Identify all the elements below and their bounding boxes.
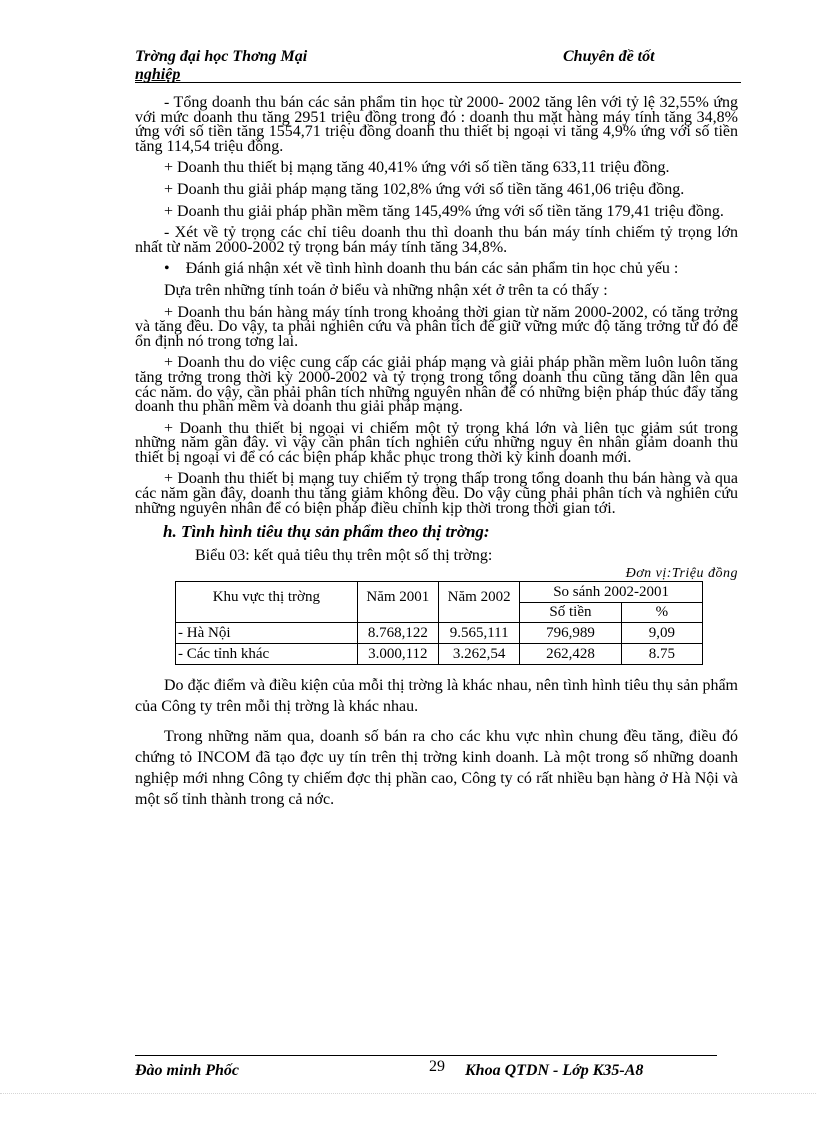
bullet-text: Đánh giá nhận xét về tình hình doanh thu bán các sản phẩm tin học chủ yếu : bbox=[185, 260, 679, 278]
header-compare: So sánh 2002-2001 bbox=[520, 582, 703, 603]
cell-2002: 3.262,54 bbox=[438, 644, 519, 665]
paragraph: + Doanh thu thiết bị mạng tăng 40,41% ứng với số tiền tăng 633,11 triệu đồng. bbox=[164, 159, 670, 177]
section-heading: h. Tình hình tiêu thụ sản phẩm theo thị trờng: bbox=[163, 522, 490, 542]
bullet-icon: • bbox=[164, 260, 170, 278]
paragraph: - Xét về tỷ trọng các chỉ tiêu doanh thu thì doanh thu bán máy tính chiếm tỷ trọng lớn nhất từ năm 2000-2002 tỷ trọng bán máy tính tăng 34,8%. bbox=[135, 224, 738, 256]
paragraph: + Doanh thu bán hàng máy tính trong khoảng thời gian từ năm 2000-2002, có tăng trởng và tăng đều. Do vậy, ta phải nghiên cứu và phân tích để giữ vững mức độ tăng trởng từ đó để ổn định nó trong tơng lai. bbox=[135, 303, 738, 350]
table-row bbox=[176, 644, 703, 665]
page-number: 29 bbox=[429, 1058, 445, 1075]
cell-2002: 9.565,111 bbox=[438, 623, 519, 644]
paragraph: Do đặc điểm và điều kiện của mỗi thị trờng là khác nhau, nên tình hình tiêu thụ sản phẩm của Công ty trên mỗi thị trờng là khác nhau. bbox=[135, 677, 738, 716]
bullet-paragraph bbox=[135, 262, 738, 277]
footer-class: Khoa QTDN - Lớp K35-A8 bbox=[465, 1062, 644, 1079]
unit-label: Đơn vị:Triệu đồng bbox=[625, 566, 738, 582]
header-left bbox=[135, 48, 405, 84]
page-header bbox=[135, 48, 741, 83]
cell-amount: 796,989 bbox=[520, 623, 621, 644]
paragraph: + Doanh thu giải pháp mạng tăng 102,8% ứng với số tiền tăng 461,06 triệu đồng. bbox=[164, 180, 685, 198]
header-right: Chuyên đề tốt bbox=[563, 48, 655, 65]
header-amount: Số tiền bbox=[520, 602, 621, 623]
header-2001: Năm 2001 bbox=[357, 582, 438, 623]
paragraph: + Doanh thu thiết bị ngoại vi chiếm một tỷ trọng khá lớn và liên tục giảm sút trong những năm gần đây. vì vậy cần phân tích nghiên cứu những nguy ên nhân giảm doanh thu thiết bị ngoại vi để có các biện pháp khắc phục trong thời kỳ kinh doanh mới. bbox=[135, 419, 738, 466]
header-percent: % bbox=[621, 602, 702, 623]
header-2002: Năm 2002 bbox=[438, 582, 519, 623]
header-school-cont: nghiệp bbox=[135, 66, 181, 83]
header-school: Trờng đại học Thơng Mại bbox=[135, 48, 308, 65]
cell-amount: 262,428 bbox=[520, 644, 621, 665]
paragraph: Dựa trên những tính toán ở biểu và những nhận xét ở trên ta có thấy : bbox=[164, 281, 608, 299]
page-body bbox=[135, 96, 738, 819]
paragraph: + Doanh thu thiết bị mạng tuy chiếm tỷ trọng thấp trong tổng doanh thu bán hàng và qua các năm gần đây, doanh thu tăng giảm không đều. Do vậy cũng phải phân tích và nghiên cứu những nguyên nhân để có biện pháp điều chỉnh kịp thời trong thời gian tới. bbox=[135, 470, 738, 517]
bottom-paragraphs bbox=[135, 675, 738, 810]
cell-region: - Các tỉnh khác bbox=[176, 644, 358, 665]
table-caption: Biểu 03: kết quả tiêu thụ trên một số thị trờng: bbox=[195, 547, 493, 565]
cell-2001: 8.768,122 bbox=[357, 623, 438, 644]
page-edge-divider bbox=[0, 1093, 816, 1094]
header-region: Khu vực thị trờng bbox=[176, 582, 358, 623]
market-table bbox=[175, 581, 703, 665]
cell-region: - Hà Nội bbox=[176, 623, 358, 644]
paragraph: + Doanh thu giải pháp phần mềm tăng 145,49% ứng với số tiền tăng 179,41 triệu đồng. bbox=[164, 202, 724, 220]
table-row bbox=[176, 623, 703, 644]
paragraph: - Tổng doanh thu bán các sản phẩm tin học từ 2000- 2002 tăng lên với tỷ lệ 32,55% ứng với mức doanh thu tăng 2951 triệu đồng trong đó : doanh thu mặt hàng máy tính tăng 34,8% ứng với số tiền tăng 1554,71 triệu đồng doanh thu thiết bị ngoại vi tăng 4,9% ứng với số tiền tăng 114,54 triệu đồng. bbox=[135, 94, 738, 155]
cell-percent: 8.75 bbox=[621, 644, 702, 665]
cell-percent: 9,09 bbox=[621, 623, 702, 644]
paragraph: + Doanh thu do việc cung cấp các giải pháp mạng và giải pháp phần mềm luôn luôn tăng tăng trởng trong thời kỳ 2000-2002 và tỷ trọng trong tổng doanh thu cũng tăng dần lên qua các năm. do vậy, cần phải phân tích những nguyên nhân để có những biện pháp thúc đẩy tăng doanh thu phần mềm và doanh thu giải pháp mạng. bbox=[135, 354, 738, 416]
paragraph: Trong những năm qua, doanh số bán ra cho các khu vực nhìn chung đều tăng, điều đó chứng tỏ INCOM đã tạo đợc uy tín trên thị trờng kinh doanh. Là một trong số những doanh nghiệp mới nhng Công ty chiếm đợc thị phần cao, Công ty có rất nhiều bạn hàng ở Hà Nội và một số tỉnh thành trong cả nớc. bbox=[135, 728, 738, 809]
footer-author: Đào minh Phốc bbox=[135, 1062, 240, 1079]
cell-2001: 3.000,112 bbox=[357, 644, 438, 665]
page-footer bbox=[135, 1055, 717, 1078]
